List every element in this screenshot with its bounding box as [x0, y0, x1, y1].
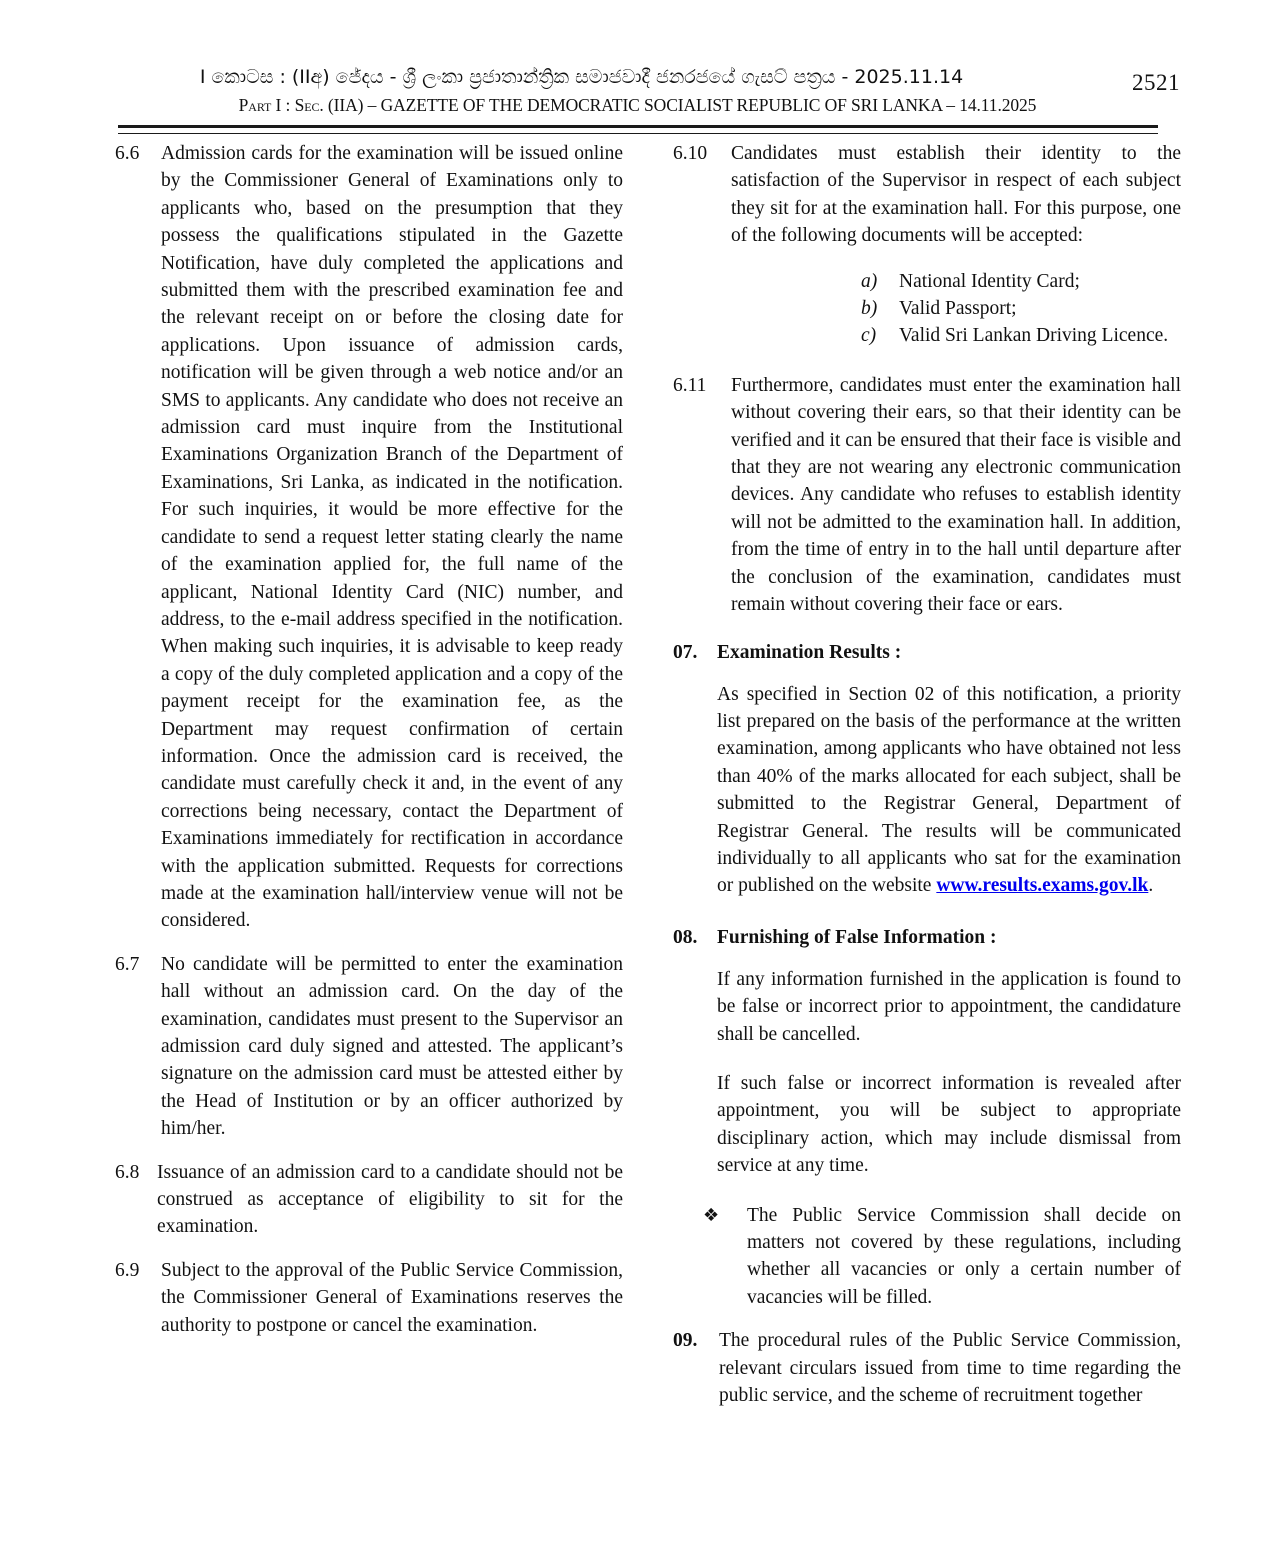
accepted-documents-list — [731, 268, 1181, 350]
section-08-paragraph-2: If such false or incorrect information is revealed after appointment, you will be subject to appropriate disciplinary action, which may include dismissal from service at any time. — [717, 1072, 1181, 1177]
document-marker-b: b) — [861, 298, 878, 320]
document-label-a: National Identity Card; — [899, 270, 1080, 292]
clause-6-9-number: 6.9 — [115, 1259, 140, 1281]
clause-6-6 — [115, 140, 623, 935]
psc-decision-bullet — [673, 1202, 1181, 1312]
psc-decision-text: The Public Service Commission shall decide on matters not covered by these regulations, including whether all vacancies or only a certain number of vacancies will be filled. — [747, 1204, 1181, 1308]
section-08-paragraph-1: If any information furnished in the application is found to be false or incorrect prior to appointment, the candidature shall be cancelled. — [717, 968, 1181, 1045]
clause-6-10-number: 6.10 — [673, 143, 708, 164]
clause-6-9 — [115, 1257, 623, 1339]
page-number: 2521 — [1132, 70, 1180, 95]
section-07 — [673, 639, 1181, 900]
section-07-body — [673, 681, 1181, 900]
clause-6-6-number: 6.6 — [115, 143, 140, 164]
content-columns — [0, 140, 1275, 1425]
section-07-number: 07. — [673, 641, 698, 663]
clause-6-11-number: 6.11 — [673, 374, 707, 396]
section-08-title: Furnishing of False Information : — [717, 926, 997, 948]
section-07-heading — [673, 639, 1181, 667]
clause-6-7-number: 6.7 — [115, 953, 140, 975]
clause-6-7 — [115, 951, 623, 1143]
section-07-title: Examination Results : — [717, 641, 902, 663]
clause-6-8-number: 6.8 — [115, 1161, 140, 1183]
list-item — [861, 322, 1181, 349]
clause-6-7-text: No candidate will be permitted to enter the examination hall without an admission card. On the day of the examination, candidates must present to the Supervisor an admission card duly signed and attested. The applicant’s signature on the admission card must be attested either by the Head of Institution or by an officer authorized by him/her. — [161, 953, 623, 1140]
clause-6-10-body — [731, 140, 1181, 350]
clause-6-6-text: Admission cards for the examination will be issued online by the Commissioner General of Examinations only to applicants who, based on the presumption that they possess the qualifications stipulated in the Gazette Notification, have duly completed the applications and submitted them with the prescribed examination fee and the relevant receipt on or before the closing date for applications. Upon issuance of admission cards, notification will be given through a web notice and/or an SMS to applicants. Any candidate who does not receive an admission card must inquire from the Institutional Examinations Organization Branch of the Department of Examinations, Sri Lanka, as indicated in the notification. For such inquiries, it would be more effective for the candidate to send a request letter stating clearly the name of the examination applied for, the full name of the applicant, National Identity Card (NIC) number, and address, to the e-mail address specified in the notification. When making such inquiries, it is advisable to keep ready a copy of the duly completed application and a copy of the payment receipt for the examination fee, as the Department may request confirmation of certain information. Once the admission card is received, the candidate must carefully check it and, in the event of any corrections being necessary, contact the Department of Examinations immediately for rectification in accordance with the application submitted. Requests for corrections made at the examination hall/interview venue will not be considered. — [161, 143, 623, 932]
section-09 — [673, 1327, 1181, 1409]
header-divider-rule — [118, 125, 1158, 134]
results-website-link[interactable]: www.results.exams.gov.lk — [936, 875, 1149, 897]
clause-6-8 — [115, 1159, 623, 1241]
document-marker-a: a) — [861, 270, 878, 292]
section-09-text: The procedural rules of the Public Service Commission, relevant circulars issued from time to time regarding the public service, and the scheme of recruitment together — [719, 1330, 1181, 1407]
section-07-paragraph — [717, 681, 1181, 900]
section-08-number: 08. — [673, 926, 698, 948]
section-08 — [673, 924, 1181, 1311]
list-item — [861, 268, 1181, 295]
section-08-heading — [673, 924, 1181, 952]
section-08-body — [673, 966, 1181, 1180]
right-column — [673, 140, 1181, 1425]
document-label-b: Valid Passport; — [899, 298, 1017, 320]
header-sinhala-line — [0, 62, 1275, 91]
clause-6-10-text: Candidates must establish their identity to the satisfaction of the Supervisor in respect of each subject they sit for at the examination hall. For this purpose, one of the following documents will be accepted: — [731, 143, 1181, 247]
section-09-number: 09. — [673, 1330, 698, 1352]
page-header — [0, 62, 1275, 117]
clause-6-10 — [673, 140, 1181, 350]
clause-6-11 — [673, 372, 1181, 619]
clause-6-9-text: Subject to the approval of the Public Service Commission, the Commissioner General of Examinations reserves the authority to postpone or cancel the examination. — [161, 1259, 623, 1336]
section-07-paragraph-end: . — [1148, 875, 1154, 897]
header-english-line: Part I : Sec. (IIA) – GAZETTE OF THE DEMOCRATIC SOCIALIST REPUBLIC OF SRI LANKA – 14.11.2025 — [238, 95, 1037, 115]
document-label-c: Valid Sri Lankan Driving Licence. — [899, 325, 1169, 347]
header-sinhala-text: I කොටස : (IIඅ) ජේදය - ශ්‍රී ලංකා ප්‍රජාතාන්ත්‍රික සමාජවාදී ජනරජයේ ගැසට් පත්‍රය - 2025.11.14 — [199, 66, 964, 88]
list-item — [861, 295, 1181, 322]
clause-6-11-text: Furthermore, candidates must enter the examination hall without covering their ears, so that their identity can be verified and it can be ensured that their face is visible and that they are not wearing any electronic communication devices. Any candidate who refuses to establish identity will not be admitted to the examination hall. In addition, from the time of entry in to the hall until departure after the conclusion of the examination, candidates must remain without covering their face or ears. — [731, 374, 1181, 616]
diamond-bullet-icon: ❖ — [703, 1204, 720, 1226]
left-column — [115, 140, 623, 1425]
document-marker-c: c) — [861, 325, 877, 347]
section-07-paragraph-start: As specified in Section 02 of this notification, a priority list prepared on the basis of the performance at the written examination, among applicants who have obtained not less than 40% of the marks allocated for each subject, shall be submitted to the Registrar General, Department of Registrar General. The results will be communicated individually to all applicants who sat for the examination or published on the website — [717, 683, 1181, 897]
clause-6-8-text: Issuance of an admission card to a candidate should not be construed as acceptance of eligibility to sit for the examination. — [157, 1161, 623, 1238]
